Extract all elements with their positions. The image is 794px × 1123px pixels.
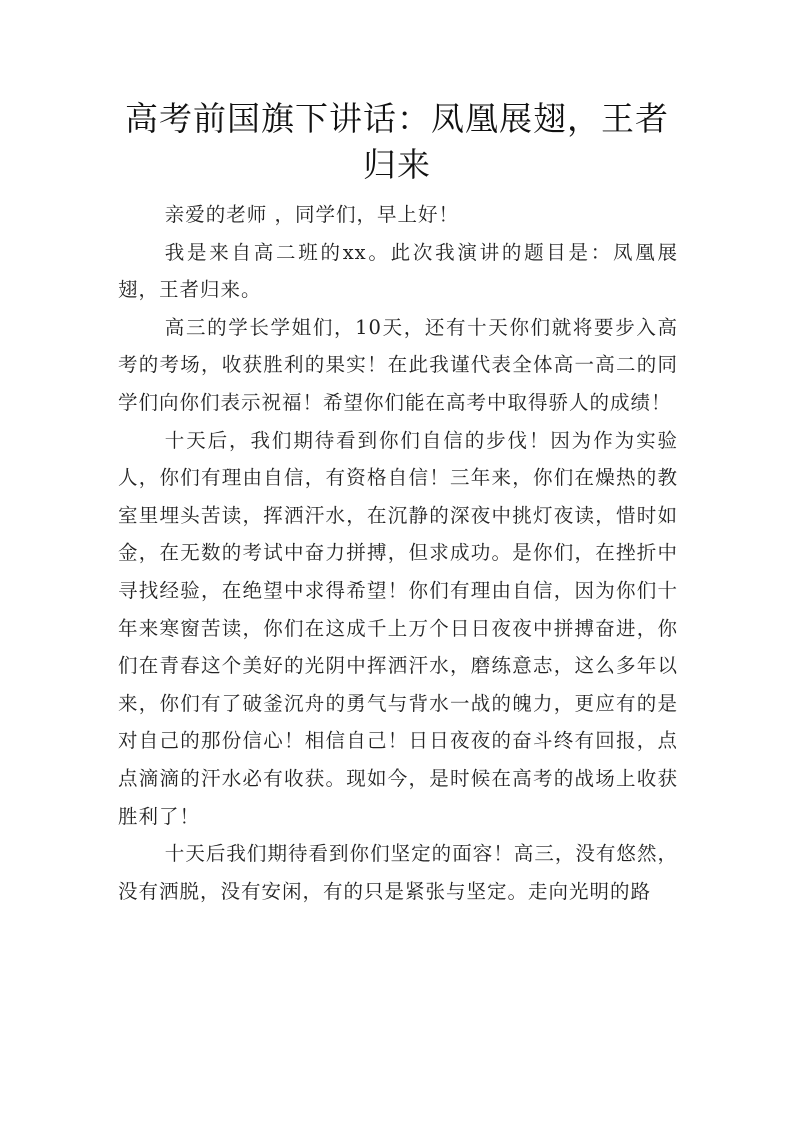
- paragraph-blessing: 高三的学长学姐们，10天，还有十天你们就将要步入高考的考场，收获胜利的果实！在此我谨代表全体高一高二的同学们向你们表示祝福！希望你们能在高考中取得骄人的成绩！: [118, 315, 678, 414]
- paragraph-introduction: 我是来自高二班的xx。此次我演讲的题目是：凤凰展翅，王者归来。: [118, 240, 678, 302]
- paragraph-confidence: 十天后，我们期待看到你们自信的步伐！因为作为实验人，你们有理由自信，有资格自信！三年来，你们在燥热的教室里埋头苦读，挥洒汗水，在沉静的深夜中挑灯夜读，惜时如金，在无数的考试中奋力拼搏，但求成功。是你们，在挫折中寻找经验，在绝望中求得希望！你们有理由自信，因为你们十年来寒窗苦读，你们在这成千上万个日日夜夜中拼搏奋进，你们在青春这个美好的光阴中挥洒汗水，磨练意志，这么多年以来，你们有了破釜沉舟的勇气与背水一战的魄力，更应有的是对自己的那份信心！相信自己！日日夜夜的奋斗终有回报，点点滴滴的汗水必有收获。现如今，是时候在高考的战场上收获胜利了！: [118, 428, 678, 828]
- paragraph-greeting: 亲爱的老师 ，同学们，早上好！: [164, 203, 459, 226]
- paragraph-determination: 十天后我们期待看到你们坚定的面容！高三，没有悠然，没有洒脱，没有安闲，有的只是紧张与坚定。走向光明的路: [118, 842, 678, 903]
- document-title: 高考前国旗下讲话：凤凰展翅，王者归来: [125, 99, 669, 184]
- document-body: [118, 196, 678, 910]
